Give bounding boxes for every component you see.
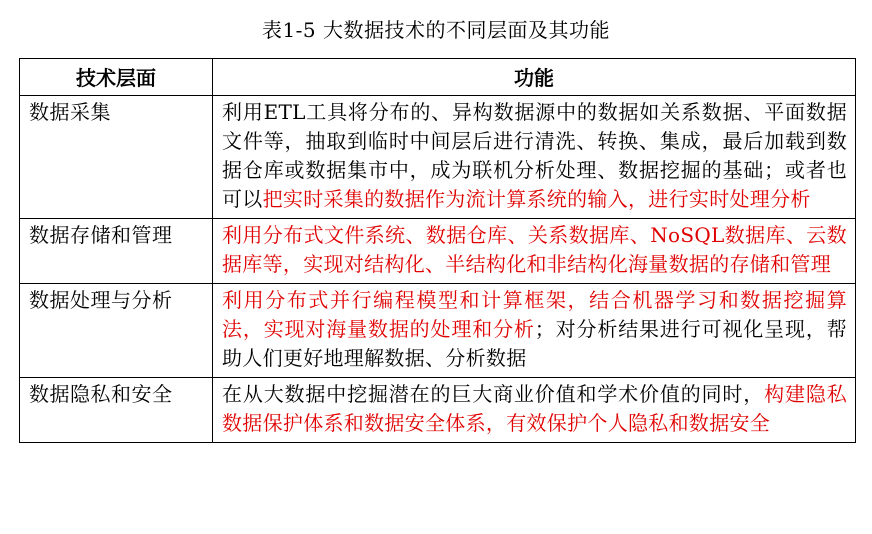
table-row (20, 284, 856, 378)
function-cell (213, 219, 856, 284)
table-caption: 表1-5 大数据技术的不同层面及其功能 (261, 18, 611, 42)
function-cell (213, 284, 856, 378)
aspect-cell: 数据处理与分析 (20, 284, 213, 378)
function-text-highlight: 利用分布式文件系统、数据仓库、关系数据库、NoSQL数据库、云数据库等，实现对结构化、半结构化和非结构化海量数据的存储和管理 (222, 223, 847, 276)
table-row (20, 219, 856, 284)
aspect-cell: 数据隐私和安全 (20, 378, 213, 443)
table-header-row (20, 59, 856, 96)
function-text: 利用ETL工具将分布的、异构数据源中的数据如关系数据、平面数据文件等，抽取到临时中间层后进行清洗、转换、集成，最后加载到数据仓库或数据集市中，成为联机分析处理、数据挖掘的基础；或者也可以 (222, 100, 847, 211)
function-cell (213, 96, 856, 219)
table-row (20, 378, 856, 443)
table-row (20, 96, 856, 219)
function-text-highlight: 把实时采集的数据作为流计算系统的输入，进行实时处理分析 (262, 187, 811, 211)
tech-layers-table (19, 58, 856, 443)
function-text-highlight: 利用分布式并行编程模型和计算框架，结合机器学习和数据挖掘算法，实现对海量数据的处理和分析 (222, 288, 847, 341)
function-text: 在从大数据中挖掘潜在的巨大商业价值和学术价值的同时， (222, 382, 765, 406)
header-aspect: 技术层面 (20, 59, 213, 96)
header-function: 功能 (213, 59, 856, 96)
function-cell (213, 378, 856, 443)
function-text: ；对分析结果进行可视化呈现，帮助人们更好地理解数据、分析数据 (222, 317, 848, 370)
function-text-highlight: 构建隐私数据保护体系和数据安全体系，有效保护个人隐私和数据安全 (222, 382, 847, 435)
aspect-cell: 数据存储和管理 (20, 219, 213, 284)
aspect-cell: 数据采集 (20, 96, 213, 219)
